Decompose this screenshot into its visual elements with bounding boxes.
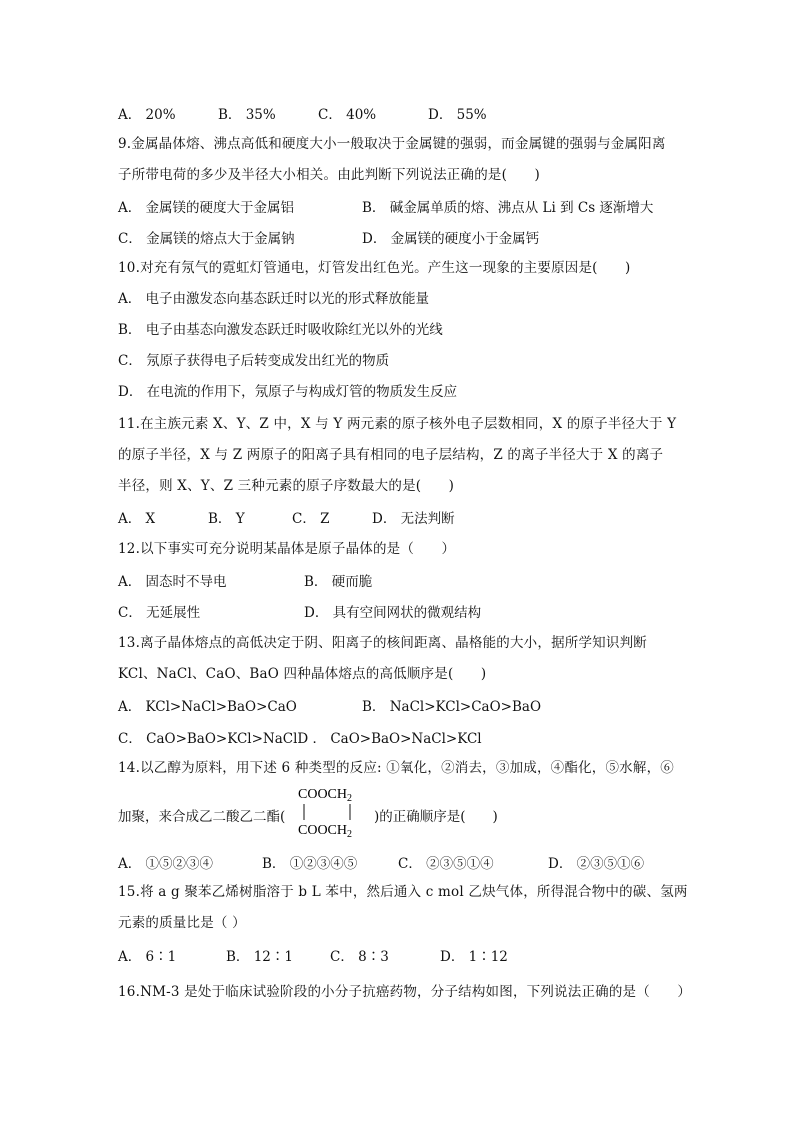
option-d: D． 无法判断 [372, 511, 455, 527]
option-b: B． ①②③④⑤ [262, 856, 358, 872]
question-text-after-formula: )的正确顺序是( ) [374, 809, 498, 825]
question-text-line: 半径，则 X、Y、Z 三种元素的原子序数最大的是( ) [118, 478, 455, 494]
option-d: D． 金属镁的硬度小于金属钙 [362, 231, 540, 247]
option-c: C． 40% [318, 107, 377, 123]
question-text-line: 10.对充有氖气的霓虹灯管通电，灯管发出红色光。产生这一现象的主要原因是( ) [118, 260, 631, 276]
option-d: D． 在电流的作用下，氖原子与构成灯管的物质发生反应 [118, 384, 458, 400]
ethylene-oxalate-structure [296, 784, 372, 840]
question-text-before-formula: 加聚，来合成乙二酸乙二酯( [118, 809, 286, 825]
option-a: A． 20% [118, 107, 176, 123]
option-a: A． X [118, 511, 156, 527]
question-text-line: 12.以下事实可充分说明某晶体是原子晶体的是（ ） [118, 541, 456, 557]
option-b: B． 硬而脆 [304, 574, 373, 590]
option-b: B． NaCl>KCl>CaO>BaO [362, 699, 542, 715]
option-b: B． 电子由基态向激发态跃迁时吸收除红光以外的光线 [118, 322, 443, 338]
option-a: A． 金属镁的硬度大于金属铝 [118, 200, 295, 216]
option-c-d: C． CaO>BaO>KCl>NaClD ． CaO>BaO>NaCl>KCl [118, 731, 482, 747]
question-text-line: 子所带电荷的多少及半径大小相关。由此判断下列说法正确的是( ) [118, 167, 540, 183]
option-d: D． 具有空间网状的微观结构 [304, 605, 482, 621]
option-c: C． 金属镁的熔点大于金属钠 [118, 231, 295, 247]
question-text-line: 的原子半径，X 与 Z 两原子的阳离子具有相同的电子层结构，Z 的离子半径大于 X 的离子 [118, 447, 664, 463]
option-b: B． 碱金属单质的熔、沸点从 Li 到 Cs 逐渐增大 [362, 200, 654, 216]
question-text-line: 元素的质量比是（ ） [118, 915, 246, 931]
option-c: C． 氖原子获得电子后转变成发出红光的物质 [118, 353, 390, 369]
option-c: C． 8∶3 [330, 949, 389, 965]
option-d: D． ②③⑤①⑥ [548, 856, 645, 872]
option-d: D． 1∶12 [440, 949, 508, 965]
option-a: A． 固态时不导电 [118, 574, 227, 590]
question-text-line: 14.以乙醇为原料，用下述 6 种类型的反应: ①氧化，②消去，③加成，④酯化，⑤水解，⑥ [118, 760, 674, 776]
option-a: A． 6∶1 [118, 949, 177, 965]
option-c: C． ②③⑤①④ [398, 856, 494, 872]
option-a: A． ①⑤②③④ [118, 856, 214, 872]
structure-diagram [296, 784, 372, 840]
option-a: A． KCl>NaCl>BaO>CaO [118, 699, 297, 715]
question-text-line: 16.NM-3 是处于临床试验阶段的小分子抗癌药物，分子结构如图，下列说法正确的是（ ） [118, 984, 692, 1000]
option-a: A． 电子由激发态向基态跃迁时以光的形式释放能量 [118, 291, 430, 307]
option-c: C． Z [292, 511, 330, 527]
question-text-line: 15.将 a g 聚苯乙烯树脂溶于 b L 苯中，然后通入 c mol 乙炔气体，所得混合物中的碳、氢两 [118, 884, 688, 900]
option-b: B． Y [208, 511, 245, 527]
option-c: C． 无延展性 [118, 605, 201, 621]
option-d: D． 55% [428, 107, 487, 123]
question-text-line: 9.金属晶体熔、沸点高低和硬度大小一般取决于金属键的强弱，而金属键的强弱与金属阳离 [118, 136, 666, 152]
question-text-line: 11.在主族元素 X、Y、Z 中，X 与 Y 两元素的原子核外电子层数相同，X 的原子半径大于 Y [118, 416, 677, 432]
formula-top-group: $COOCH_2$ [298, 787, 353, 804]
question-text-line: 13.离子晶体熔点的高低决定于阴、阳离子的核间距离、晶格能的大小，据所学知识判断 [118, 635, 647, 651]
formula-bottom-group: $COOCH_2$ [298, 823, 353, 840]
option-b: B． 12∶1 [226, 949, 293, 965]
option-b: B． 35% [218, 107, 276, 123]
question-text-line: KCl、NaCl、CaO、BaO 四种晶体熔点的高低顺序是( ) [118, 666, 487, 682]
